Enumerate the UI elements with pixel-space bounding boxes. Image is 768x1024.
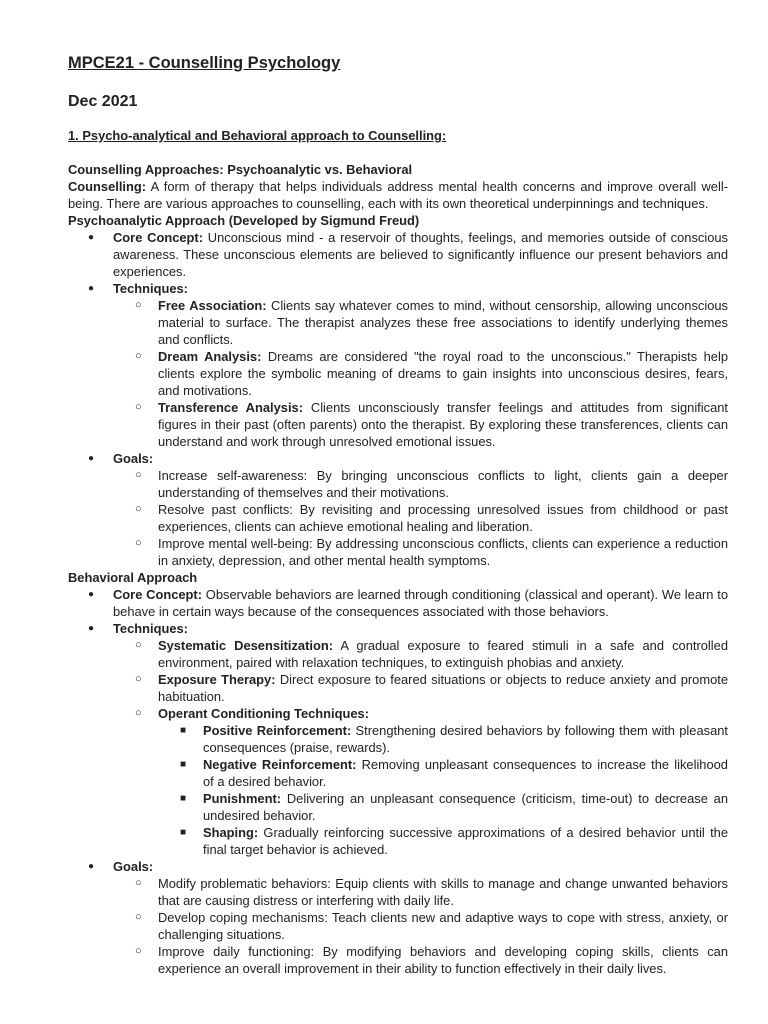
list-item: ■ Negative Reinforcement: Removing unpleasant consequences to increase the likelihood of a desired behavior.: [180, 757, 728, 789]
approaches-heading: Counselling Approaches: Psychoanalytic vs. Behavioral: [68, 162, 413, 177]
list-item: ○ Improve daily functioning: By modifying behaviors and developing coping skills, clients can experience an overall improvement in their ability to function effectively in their daily lives.: [135, 944, 728, 976]
list-item: ● Goals: ○ Increase self-awareness: By bringing unconscious conflicts to light, clients gain a deeper understanding of themselves and their motivations. ○ Resolve past conflicts: By revisiting and processing unresolved issues from childhood or past experiences, clients can achieve emotional healing and liberation. ○ Improve mental well-being: By addressing unconscious conflicts, clients can experience a reduction in anxiety, depression, and other mental health symptoms.: [68, 450, 728, 569]
list-item: ■ Positive Reinforcement: Strengthening desired behaviors by following them with pleasant consequences (praise, rewards).: [180, 723, 728, 755]
list-item: ○ Operant Conditioning Techniques: ■ Positive Reinforcement: Strengthening desired behaviors by following them with pleasant consequences (praise, rewards). ■ Negative Reinforcement: Removing unpleasant consequences to increase the likelihood of a desired behavior. ■ Punishment: Delivering an unpleasant consequence (criticism, time-out) to decrease an undesired behavior. ■ Shaping: Gradually reinforcing successive approximations of a desired behavior until the final target behavior is achieved.: [68, 705, 728, 858]
list-item: ● Techniques: ○ Systematic Desensitization: A gradual exposure to feared stimuli in a safe and controlled environment, paired with relaxation techniques, to extinguish phobias and anxiety. ○ Exposure Therapy: Direct exposure to feared situations or objects to reduce anxiety and promote habituation. ○ Operant Conditioning Techniques: ■ Positive Reinforcement: Strengthening desired behaviors by following them with pleasant consequences (praise, rewards). ■ Negative Reinforcement: Removing unpleasant consequences to increase the likelihood of a desired behavior. ■ Punishment: Delivering an unpleasant consequence (criticism, time-out) to decrease an undesired behavior. ■ Shaping: Gradually reinforcing successive approximations of a desired behavior until the final target behavior is achieved.: [68, 620, 728, 858]
behavioral-heading: Behavioral Approach: [68, 570, 198, 585]
list-item: ○ Increase self-awareness: By bringing unconscious conflicts to light, clients gain a deeper understanding of themselves and their motivations.: [135, 468, 728, 500]
list-item: ● Core Concept: Unconscious mind - a reservoir of thoughts, feelings, and memories outside of conscious awareness. These unconscious elements are believed to significantly influence our present behaviors and experiences.: [88, 230, 729, 279]
list-item: ■ Punishment: Delivering an unpleasant consequence (criticism, time-out) to decrease an undesired behavior.: [180, 791, 728, 823]
list-item: ● Goals: ○ Modify problematic behaviors: Equip clients with skills to manage and change unwanted behaviors that are causing distress or interfering with daily life. ○ Develop coping mechanisms: Teach clients new and adaptive ways to cope with stress, anxiety, or challenging situations. ○ Improve daily functioning: By modifying behaviors and developing coping skills, clients can experience an overall improvement in their ability to function effectively in their daily lives.: [68, 858, 728, 977]
document-title: MPCE21 - Counselling Psychology: [68, 54, 341, 72]
psychoanalytic-list: [68, 229, 728, 569]
section-heading: 1. Psycho-analytical and Behavioral approach to Counselling:: [68, 128, 447, 143]
list-item: ○ Resolve past conflicts: By revisiting and processing unresolved issues from childhood or past experiences, clients can achieve emotional healing and liberation.: [135, 502, 728, 534]
list-item: ○ Dream Analysis: Dreams are considered "the royal road to the unconscious." Therapists help clients explore the symbolic meaning of dreams to gain insights into unconscious desires, fears, and motivations.: [135, 349, 728, 398]
list-item: ○ Transference Analysis: Clients unconsciously transfer feelings and attitudes from significant figures in their past (often parents) onto the therapist. By exploring these transferences, clients can understand and work through unresolved emotional issues.: [135, 400, 728, 449]
document-date: Dec 2021: [68, 93, 138, 110]
document-page: [68, 52, 728, 977]
psychoanalytic-heading: Psychoanalytic Approach (Developed by Sigmund Freud): [68, 213, 420, 228]
counselling-definition: Counselling: A form of therapy that helps individuals address mental health concerns and improve overall well-being. There are various approaches to counselling, each with its own theoretical underpinnings and techniques.: [68, 179, 728, 211]
list-item: ● Techniques: ○ Free Association: Clients say whatever comes to mind, without censorship, allowing unconscious material to surface. The therapist analyzes these free associations to identify underlying themes and conflicts. ○ Dream Analysis: Dreams are considered "the royal road to the unconscious." Therapists help clients explore the symbolic meaning of dreams to gain insights into unconscious desires, fears, and motivations. ○ Transference Analysis: Clients unconsciously transfer feelings and attitudes from significant figures in their past (often parents) onto the therapist. By exploring these transferences, clients can understand and work through unresolved emotional issues.: [68, 280, 728, 450]
list-item: ○ Modify problematic behaviors: Equip clients with skills to manage and change unwanted behaviors that are causing distress or interfering with daily life.: [135, 876, 728, 908]
list-item: ○ Systematic Desensitization: A gradual exposure to feared stimuli in a safe and controlled environment, paired with relaxation techniques, to extinguish phobias and anxiety.: [135, 638, 728, 670]
list-item: ○ Free Association: Clients say whatever comes to mind, without censorship, allowing unconscious material to surface. The therapist analyzes these free associations to identify underlying themes and conflicts.: [135, 298, 728, 347]
list-item: ● Core Concept: Observable behaviors are learned through conditioning (classical and operant). We learn to behave in certain ways because of the consequences associated with those behaviors.: [88, 587, 728, 619]
list-item: ■ Shaping: Gradually reinforcing successive approximations of a desired behavior until the final target behavior is achieved.: [180, 825, 728, 857]
behavioral-list: [68, 586, 728, 977]
list-item: ○ Develop coping mechanisms: Teach clients new and adaptive ways to cope with stress, anxiety, or challenging situations.: [135, 910, 728, 942]
list-item: ○ Improve mental well-being: By addressing unconscious conflicts, clients can experience a reduction in anxiety, depression, and other mental health symptoms.: [135, 536, 728, 568]
list-item: ○ Exposure Therapy: Direct exposure to feared situations or objects to reduce anxiety and promote habituation.: [135, 672, 728, 704]
